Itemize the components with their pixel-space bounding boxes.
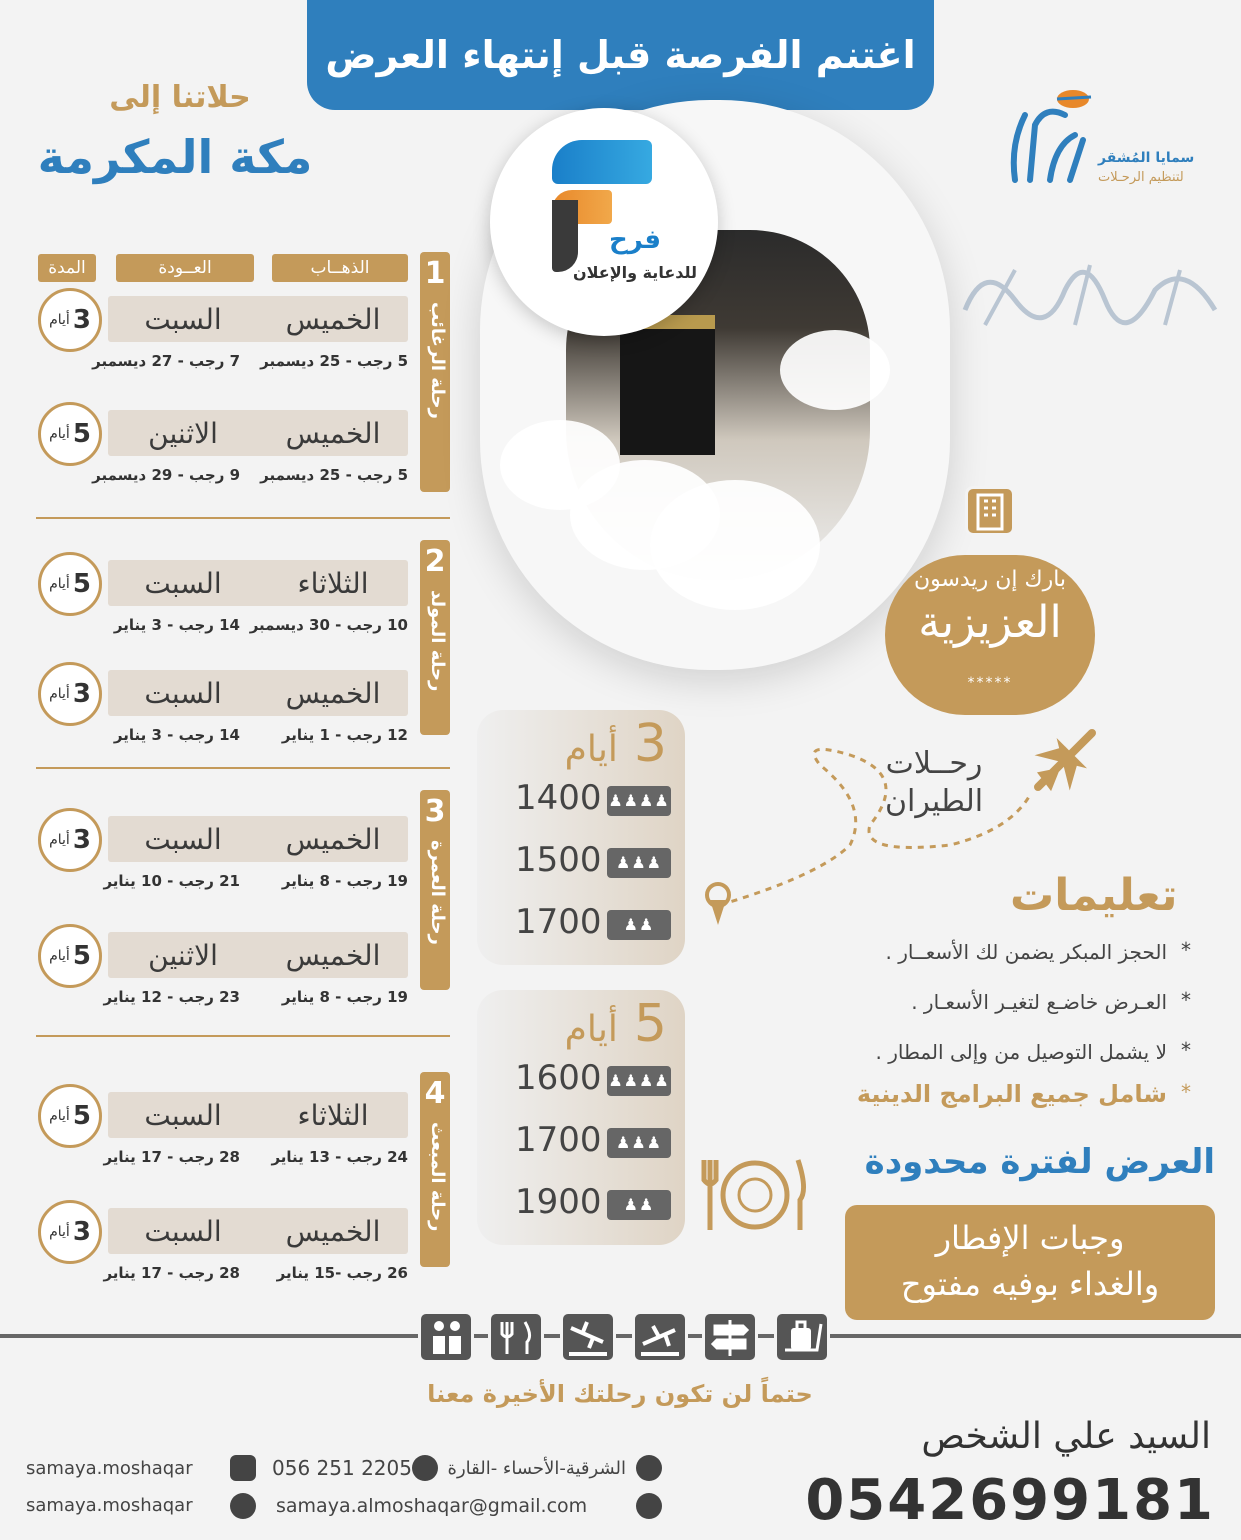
price-amount: 1900: [515, 1182, 602, 1222]
return-date: 14 رجب - 3 يناير: [113, 726, 240, 744]
whatsapp-icon: [412, 1455, 438, 1481]
price-amount: 1500: [515, 840, 602, 880]
duration-badge: [38, 924, 102, 988]
partner-tagline: للدعاية والإعلان: [572, 263, 698, 282]
instruction-item: العـرض خاضـع لتغيـر الأسعـار .: [911, 990, 1167, 1014]
trip-number: 2: [424, 544, 446, 579]
instruction-highlight: شامل جميع البرامج الدينية: [856, 1080, 1167, 1108]
contact-instagram[interactable]: samaya.moshaqar: [26, 1458, 193, 1479]
contact-phone[interactable]: 0542699181: [805, 1468, 1215, 1533]
departure-date: 19 رجب - 8 يناير: [281, 988, 408, 1006]
departure-day: الخميس: [285, 416, 381, 450]
departure-day: الثلاثاء: [297, 1098, 369, 1132]
dish-icon: [700, 1150, 810, 1240]
trip-number: 3: [424, 794, 446, 829]
departure-date: 12 رجب - 1 يناير: [281, 726, 408, 744]
duration-badge: [38, 662, 102, 726]
return-day: السبت: [144, 566, 222, 600]
kaaba-image: [620, 315, 715, 455]
duration-badge: [38, 552, 102, 616]
departure-date: 5 رجب - 25 ديسمبر: [260, 466, 408, 484]
schedule-row: [108, 296, 408, 342]
price-amount: 1700: [515, 1120, 602, 1160]
duration-number: 3: [72, 305, 91, 335]
duration-number: 3: [72, 679, 91, 709]
email-icon: [636, 1493, 662, 1519]
meals-box: [845, 1205, 1215, 1320]
calligraphy-decoration: [955, 240, 1225, 340]
flights-line-2: الطيران: [885, 784, 984, 819]
header-departure: الذهــاب: [272, 254, 408, 282]
departure-day: الخميس: [285, 822, 381, 856]
flights-label: [885, 745, 983, 821]
trip-number: 1: [424, 256, 446, 291]
return-day: الاثنين: [148, 938, 218, 972]
return-day: السبت: [144, 822, 222, 856]
departure-date: 5 رجب - 25 ديسمبر: [260, 352, 408, 370]
schedule-row: [108, 410, 408, 456]
duration-badge: [38, 808, 102, 872]
trip-label: [420, 790, 450, 990]
trip-number: 4: [424, 1076, 446, 1111]
departure-day: الخميس: [285, 302, 381, 336]
flights-line-1: رحــلات: [885, 746, 983, 781]
return-day: السبت: [144, 676, 222, 710]
quad-room-icon: ♟♟♟♟: [607, 1066, 671, 1096]
duration-number: 3: [72, 825, 91, 855]
snapchat-icon: [230, 1493, 256, 1519]
price-card-unit: أيام: [564, 1009, 618, 1050]
trip-label: [420, 540, 450, 735]
departure-date: 19 رجب - 8 يناير: [281, 872, 408, 890]
destination-name: مكة المكرمة: [37, 130, 313, 184]
schedule-row: [108, 932, 408, 978]
contact-whatsapp[interactable]: 056 251 2205: [272, 1456, 412, 1480]
return-date: 28 رجب - 17 يناير: [103, 1148, 240, 1166]
luggage-icon: [774, 1311, 830, 1363]
duration-badge: [38, 1200, 102, 1264]
departure-day: الخميس: [285, 1214, 381, 1248]
price-amount: 1400: [515, 778, 602, 818]
logo-f-mark: [552, 140, 652, 184]
cloud: [780, 330, 890, 410]
triple-room-icon: ♟♟♟: [607, 1128, 671, 1158]
partner-brand: فرح: [609, 225, 661, 255]
duration-number: 3: [72, 1217, 91, 1247]
duration-number: 5: [72, 941, 91, 971]
duration-unit: أيام: [49, 686, 70, 702]
offer-banner: اغتنم الفرصة قبل إنتهاء العرض: [307, 0, 934, 110]
contact-email[interactable]: samaya.almoshaqar@gmail.com: [276, 1495, 588, 1517]
hotel-brand: بارك إن ريدسون: [913, 567, 1067, 592]
duration-unit: أيام: [49, 312, 70, 328]
trip-label: [420, 1072, 450, 1267]
logo-f-mark: [552, 200, 578, 272]
trip-divider: [36, 767, 450, 769]
departure-date: 10 رجب - 30 ديسمبر: [249, 616, 408, 634]
schedule-row: [108, 1092, 408, 1138]
trip-name: رحلة المبعث: [427, 1122, 448, 1232]
bullet: *: [1181, 1038, 1191, 1062]
schedule-row: [108, 560, 408, 606]
duration-unit: أيام: [49, 948, 70, 964]
landing-icon: [560, 1311, 616, 1363]
duration-number: 5: [72, 419, 91, 449]
duration-badge: [38, 288, 102, 352]
cloud: [500, 420, 620, 510]
price-card-days: 5: [633, 994, 667, 1054]
double-room-icon: ♟♟: [607, 910, 671, 940]
duration-badge: [38, 1084, 102, 1148]
limited-offer: العرض لفترة محدودة: [864, 1142, 1215, 1182]
departure-date: 26 رجب -15 يناير: [276, 1264, 408, 1282]
duration-unit: أيام: [49, 832, 70, 848]
contact-location: الشرقية-الأحساء -القارة: [447, 1458, 626, 1479]
duration-unit: أيام: [49, 576, 70, 592]
return-date: 14 رجب - 3 يناير: [113, 616, 240, 634]
return-date: 7 رجب - 27 ديسمبر: [92, 352, 240, 370]
meals-line-2: والغداء بوفيه مفتوح: [900, 1265, 1160, 1303]
return-day: السبت: [144, 1098, 222, 1132]
duration-unit: أيام: [49, 1108, 70, 1124]
contact-snapchat[interactable]: samaya.moshaqar: [26, 1495, 193, 1516]
header-duration: المدة: [38, 254, 96, 282]
trip-name: رحلة العمرة: [427, 840, 448, 945]
trip-divider: [36, 1035, 450, 1037]
trip-name: رحلة المولد: [427, 590, 448, 692]
return-day: السبت: [144, 302, 222, 336]
departure-date: 24 رجب - 13 يناير: [271, 1148, 408, 1166]
company-name: سمايا المُشقر: [1098, 150, 1195, 166]
duration-unit: أيام: [49, 426, 70, 442]
duration-unit: أيام: [49, 1224, 70, 1240]
company-subtitle: لتنظيم الرحـلات: [1098, 170, 1184, 185]
double-room-icon: ♟♟: [607, 1190, 671, 1220]
price-amount: 1600: [515, 1058, 602, 1098]
schedule-row: [108, 1208, 408, 1254]
destination-intro: حلاتنا إلى: [109, 80, 251, 115]
hotel-badge: [885, 555, 1095, 715]
return-date: 28 رجب - 17 يناير: [103, 1264, 240, 1282]
return-date: 23 رجب - 12 يناير: [103, 988, 240, 1006]
price-card-5-days: [477, 990, 685, 1245]
trip-divider: [36, 517, 450, 519]
return-date: 21 رجب - 10 يناير: [103, 872, 240, 890]
price-card-3-days: [477, 710, 685, 965]
instruction-item: لا يشمل التوصيل من وإلى المطار .: [875, 1040, 1167, 1064]
instructions-title: تعليمات: [1010, 870, 1178, 921]
price-card-unit: أيام: [564, 729, 618, 770]
return-day: الاثنين: [148, 416, 218, 450]
duration-number: 5: [72, 569, 91, 599]
departure-day: الخميس: [285, 938, 381, 972]
hotel-name: العزيزية: [918, 597, 1062, 648]
price-amount: 1700: [515, 902, 602, 942]
departure-day: الخميس: [285, 676, 381, 710]
contact-person: السيد علي الشخص: [921, 1416, 1211, 1457]
hotel-stars: *****: [967, 675, 1013, 691]
meals-icon: [488, 1311, 544, 1363]
airplane-icon: [1030, 725, 1100, 795]
header-return: العــودة: [116, 254, 254, 282]
duration-badge: [38, 402, 102, 466]
return-day: السبت: [144, 1214, 222, 1248]
company-logo-art: [1005, 85, 1095, 185]
departure-day: الثلاثاء: [297, 566, 369, 600]
quad-room-icon: ♟♟♟♟: [607, 786, 671, 816]
return-date: 9 رجب - 29 ديسمبر: [92, 466, 240, 484]
takeoff-icon: [632, 1311, 688, 1363]
price-card-days: 3: [633, 714, 667, 774]
bullet: *: [1181, 938, 1191, 962]
bullet: *: [1181, 1080, 1191, 1104]
trip-label: [420, 252, 450, 492]
trip-name: رحلة الرغائب: [427, 302, 448, 419]
cloud: [650, 480, 820, 610]
signpost-icon: [702, 1311, 758, 1363]
meals-line-1: وجبات الإفطار: [935, 1219, 1125, 1257]
instruction-item: الحجز المبكر يضمن لك الأسعــار .: [885, 940, 1167, 964]
flight-path-decoration: [700, 735, 1040, 935]
schedule-row: [108, 670, 408, 716]
duration-number: 5: [72, 1101, 91, 1131]
guide-icon: [418, 1311, 474, 1363]
triple-room-icon: ♟♟♟: [607, 848, 671, 878]
slogan: حتماً لن تكون رحلتك الأخيرة معنا: [427, 1380, 813, 1408]
bullet: *: [1181, 988, 1191, 1012]
building-icon: [965, 486, 1015, 536]
footer-divider: [0, 1334, 1241, 1338]
location-icon: [636, 1455, 662, 1481]
instagram-icon: [230, 1455, 256, 1481]
schedule-row: [108, 816, 408, 862]
